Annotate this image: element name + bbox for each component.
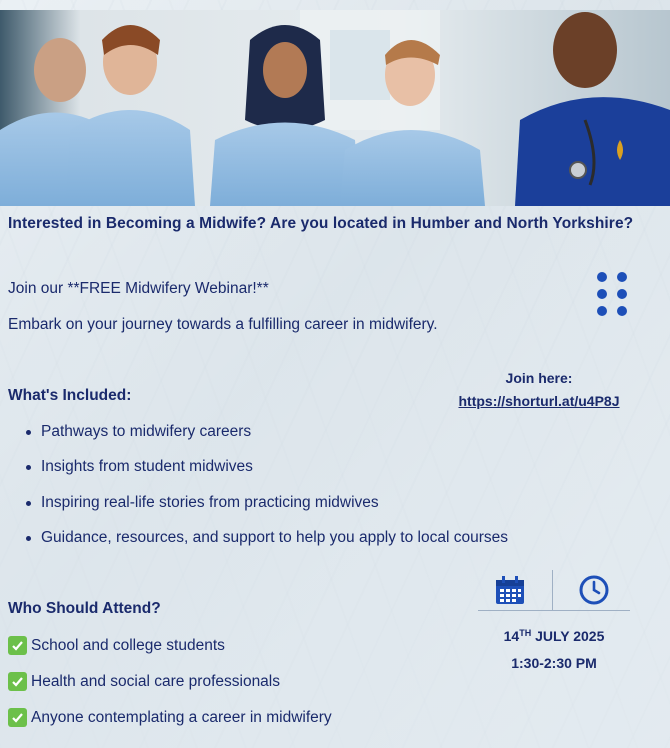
attend-item-label: School and college students <box>31 636 225 654</box>
hero-photo <box>0 10 670 206</box>
event-date: 14TH JULY 2025 <box>503 628 605 644</box>
event-icons <box>478 570 630 612</box>
event-datetime <box>478 620 630 677</box>
check-icon <box>8 708 27 727</box>
attend-item-label: Anyone contemplating a career in midwifery <box>31 708 332 726</box>
attend-item <box>8 636 225 655</box>
headline: Interested in Becoming a Midwife? Are you located in Humber and North Yorkshire? <box>8 215 634 232</box>
calendar-icon <box>494 574 526 606</box>
dots-icon <box>596 272 630 316</box>
icon-divider <box>552 570 553 610</box>
hero-illustration <box>0 10 670 206</box>
check-icon <box>8 672 27 691</box>
event-time: 1:30-2:30 PM <box>511 655 597 671</box>
attend-item <box>8 708 332 727</box>
webinar-line: Join our **FREE Midwifery Webinar!** <box>8 280 269 297</box>
join-label: Join here: <box>505 370 573 386</box>
attend-title: Who Should Attend? <box>8 600 161 617</box>
list-item: Insights from student midwives <box>26 455 508 490</box>
list-item: Guidance, resources, and support to help you apply to local courses <box>26 526 508 561</box>
included-list <box>26 420 508 561</box>
clock-icon <box>578 574 610 606</box>
attend-item <box>8 672 280 691</box>
icon-underline <box>478 610 630 611</box>
list-item: Inspiring real-life stories from practicing midwives <box>26 491 508 526</box>
check-icon <box>8 636 27 655</box>
join-link[interactable]: https://shorturl.at/u4P8J <box>458 393 620 409</box>
attend-item-label: Health and social care professionals <box>31 672 280 690</box>
embark-line: Embark on your journey towards a fulfilling career in midwifery. <box>8 316 438 333</box>
list-item: Pathways to midwifery careers <box>26 420 508 455</box>
included-title: What's Included: <box>8 387 132 404</box>
